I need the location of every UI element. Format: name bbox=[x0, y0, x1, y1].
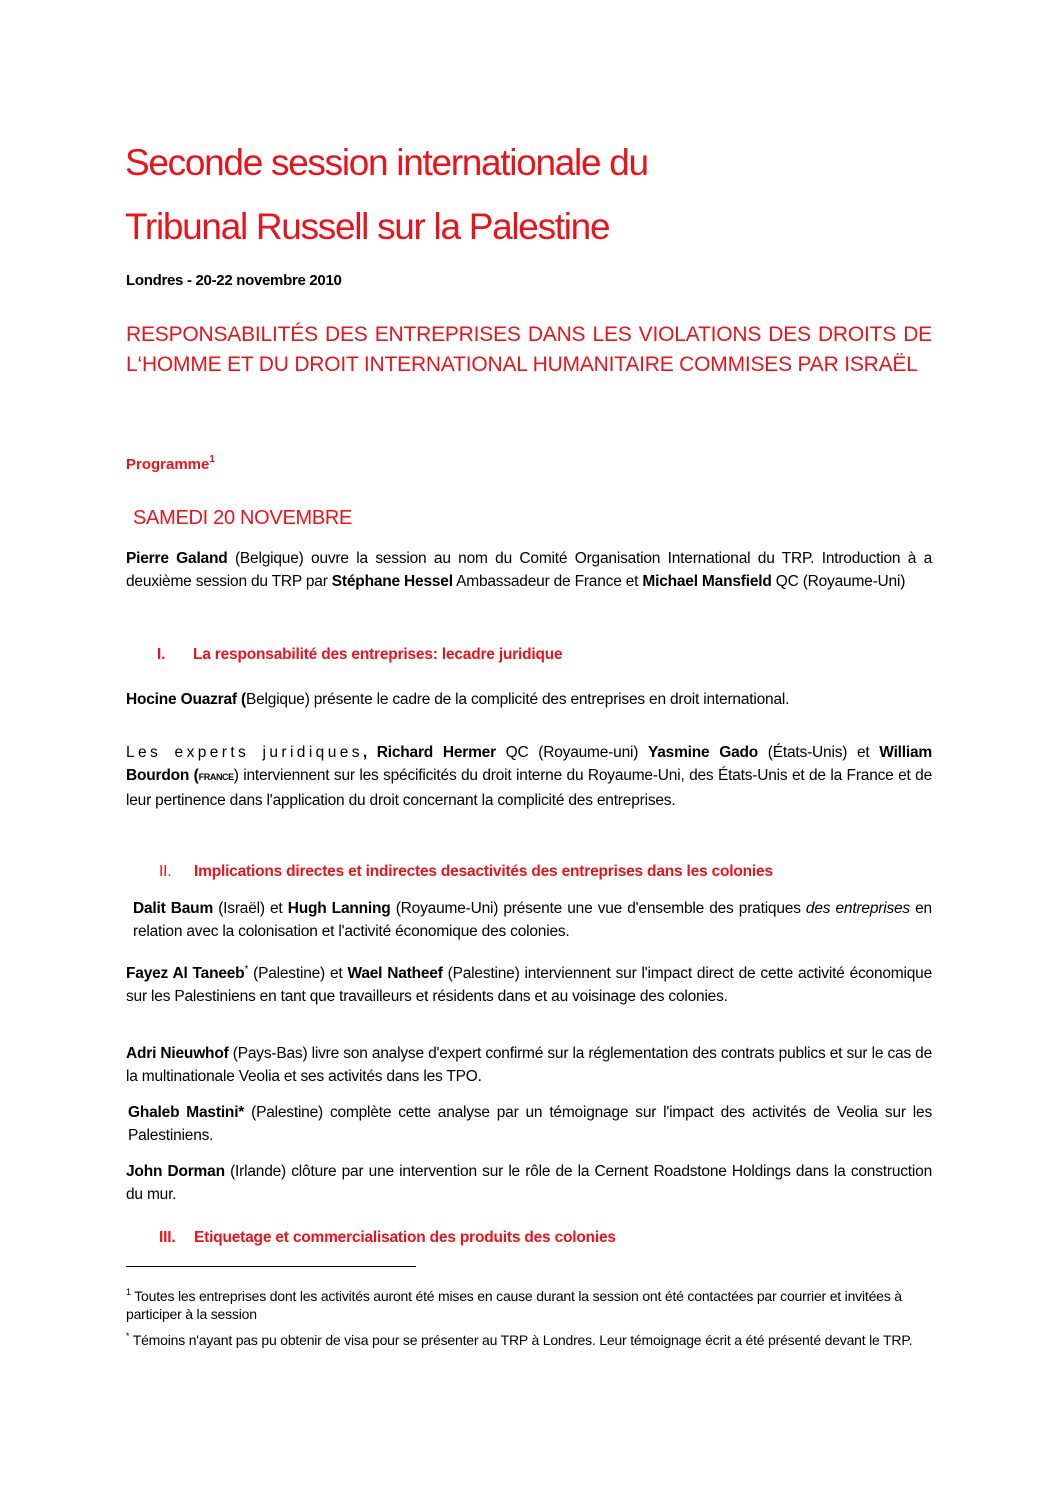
separator: , bbox=[362, 744, 377, 761]
document-title-line-1: Seconde session internationale du bbox=[125, 142, 648, 183]
paragraph-text: QC (Royaume-Uni) bbox=[771, 573, 906, 590]
speaker-name: Michael Mansfield bbox=[642, 573, 772, 590]
section-title: Implications directes et indirectes desactivités des entreprises dans les colonies bbox=[194, 863, 773, 880]
italic-text: des entreprises bbox=[805, 900, 910, 917]
paragraph-text: Belgique) présente le cadre de la complicité des entreprises en droit international. bbox=[245, 691, 790, 708]
footnote-2 bbox=[126, 1327, 926, 1349]
footnote-mark: * bbox=[126, 1331, 130, 1341]
programme-label: Programme bbox=[126, 456, 210, 473]
footnote-mark: 1 bbox=[126, 1287, 131, 1297]
section-heading-1 bbox=[157, 646, 562, 664]
session-theme: RESPONSABILITÉS DES ENTREPRISES DANS LES VIOLATIONS DES DROITS DE L‘HOMME ET DU DROIT INTERNATIONAL HUMANITAIRE COMMISES PAR ISRAËL bbox=[126, 323, 932, 376]
speaker-name: Wael Natheef bbox=[347, 965, 443, 982]
section-number: I. bbox=[157, 646, 166, 663]
paragraph-text: (Palestine) complète cette analyse par un témoignage sur l'impact des activités de Veolia sur les Palestiniens. bbox=[128, 1104, 932, 1144]
speaker-name: Richard Hermer bbox=[376, 744, 496, 761]
footnote-1 bbox=[126, 1283, 926, 1323]
mastini-paragraph bbox=[128, 1101, 932, 1147]
paragraph-text: Ambassadeur de France et bbox=[452, 573, 643, 590]
speaker-name: Dalit Baum bbox=[133, 900, 214, 917]
paragraph-text: (Pays-Bas) livre son analyse d'expert confirmé sur la réglementation des contrats publics et sur le cas de la multinationale Veolia et ses activités dans les TPO. bbox=[126, 1045, 933, 1085]
section-heading-3 bbox=[159, 1229, 616, 1247]
footnote-mark: * bbox=[244, 964, 249, 975]
speaker-name: Adri Nieuwhof bbox=[126, 1045, 229, 1062]
paragraph-text: QC (Royaume-uni) bbox=[495, 744, 648, 761]
paragraph-text: (États-Unis) et bbox=[758, 744, 880, 761]
paragraph-text: (Belgique) ouvre la session au nom du Comité Organisation International du TRP. Introduction à a deuxième session du TRP par bbox=[126, 550, 933, 590]
paragraph-text: en relation avec la colonisation et l'activité économique des colonies. bbox=[133, 900, 932, 940]
speaker-name: William Bourdon bbox=[126, 744, 933, 784]
speaker-name: Yasmine Gado bbox=[647, 744, 759, 761]
section-title: Etiquetage et commercialisation des produits des colonies bbox=[194, 1229, 616, 1246]
section-heading-2 bbox=[159, 863, 773, 881]
section-title: La responsabilité des entreprises: lecadre juridique bbox=[193, 646, 563, 663]
ouazraf-paragraph bbox=[126, 688, 932, 711]
intro-paragraph bbox=[126, 547, 932, 593]
paragraph-text: (Royaume-Uni) présente une vue d'ensemble des pratiques bbox=[390, 900, 806, 917]
paragraph-text: (Palestine) interviennent sur l'impact direct de cette activité économique sur les Palestiniens en tant que travailleurs et résidents dans et au voisinage des colonies. bbox=[126, 965, 933, 1005]
speaker-name: Fayez Al Taneeb bbox=[126, 965, 245, 982]
paragraph-text: Les experts juridiques bbox=[126, 744, 363, 761]
speaker-name: Stéphane Hessel bbox=[331, 573, 453, 590]
section-number: II. bbox=[159, 863, 172, 880]
bracket: ( bbox=[189, 767, 199, 784]
day-heading: SAMEDI 20 NOVEMBRE bbox=[133, 507, 353, 529]
experts-paragraph bbox=[126, 741, 932, 812]
paragraph-text: (Irlande) clôture par une intervention sur le rôle de la Cernent Roadstone Holdings dans la construction du mur. bbox=[126, 1163, 932, 1203]
speaker-name: Ghaleb Mastini* bbox=[128, 1104, 245, 1121]
paragraph-text: (Israël) et bbox=[213, 900, 288, 917]
paragraph-text: ) interviennent sur les spécificités du droit interne du Royaume-Uni, des États-Unis et de la France et de leur pertinence dans l'application du droit concernant la complicité des entreprises. bbox=[126, 767, 932, 809]
location-date: Londres - 20-22 novembre 2010 bbox=[126, 272, 342, 289]
footnote-ref-1: 1 bbox=[209, 454, 215, 465]
taneeb-paragraph bbox=[126, 958, 932, 1008]
dorman-paragraph bbox=[126, 1160, 932, 1206]
speaker-name: Hocine Ouazraf ( bbox=[126, 691, 246, 708]
footnote-divider bbox=[126, 1266, 416, 1267]
section-number: III. bbox=[159, 1229, 176, 1246]
document-title-line-2: Tribunal Russell sur la Palestine bbox=[125, 206, 610, 247]
speaker-name: Hugh Lanning bbox=[287, 900, 391, 917]
baum-paragraph bbox=[133, 897, 932, 943]
footnote-text: Témoins n'ayant pas pu obtenir de visa pour se présenter au TRP à Londres. Leur témoignage écrit a été présenté devant le TRP. bbox=[129, 1332, 913, 1348]
nieuwhof-paragraph bbox=[126, 1042, 932, 1088]
country-label: FRANCE bbox=[198, 772, 234, 782]
programme-heading bbox=[126, 454, 215, 473]
footnote-text: Toutes les entreprises dont les activités auront été mises en cause durant la session ont été contactées par courrier et invitées à participer à la session bbox=[126, 1288, 902, 1322]
speaker-name: John Dorman bbox=[126, 1163, 225, 1180]
paragraph-text: (Palestine) et bbox=[248, 965, 348, 982]
speaker-name: Pierre Galand bbox=[126, 550, 228, 567]
